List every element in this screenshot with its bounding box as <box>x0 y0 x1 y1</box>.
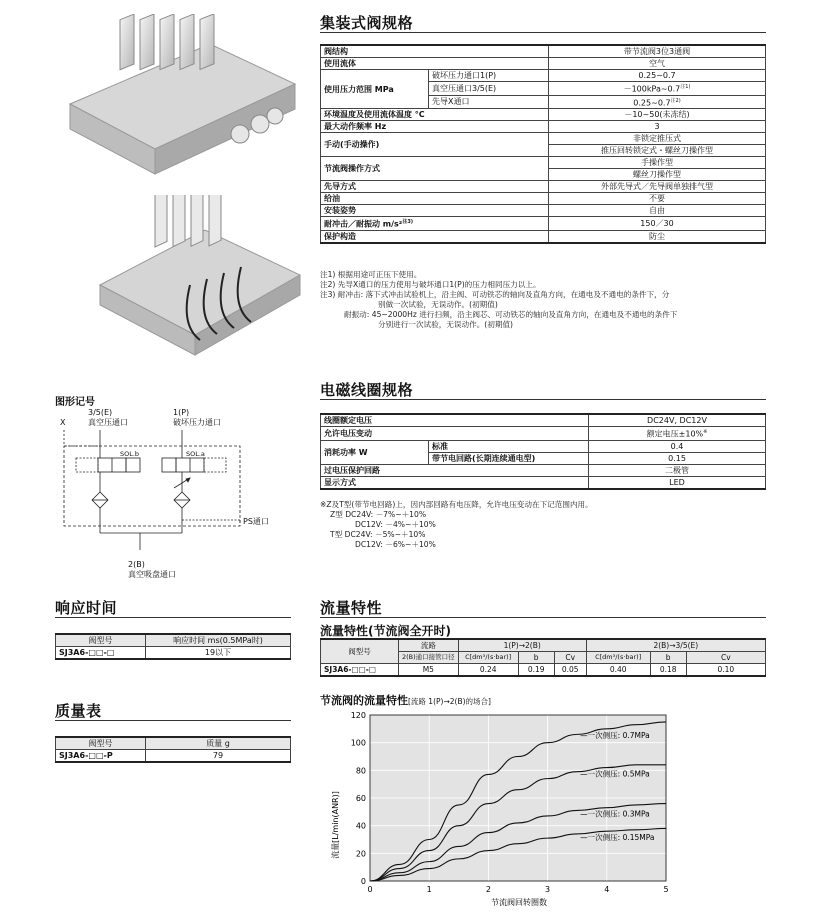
flow-title: 流量特性 <box>320 599 383 617</box>
table-row: 螺丝刀操作型 <box>321 169 766 181</box>
valve-symbol-diagram <box>58 428 248 560</box>
chart-xtick-label: 5 <box>663 885 669 894</box>
chart-series-label: —一次侧压: 0.7MPa <box>580 730 650 740</box>
flow-table <box>320 638 766 677</box>
table-row: 手动(手动操作) 非锁定推压式 <box>321 133 766 145</box>
chart-ytick-label: 0 <box>360 877 366 886</box>
table-row: 阀型号 流路 1(P)→2(B) 2(B)→3/5(E) <box>321 639 766 652</box>
manifold-photo-top <box>60 14 300 184</box>
symbol-e-port: 3/5(E) 真空压通口 <box>88 408 128 427</box>
response-table <box>55 633 291 660</box>
table-row: 最大动作频率 Hz 3 <box>321 121 766 133</box>
chart-ytick-label: 20 <box>355 849 366 859</box>
chart-ytick-label: 60 <box>355 794 366 803</box>
coil-spec-title: 电磁线圈规格 <box>320 381 414 399</box>
chart-ytick-label: 120 <box>350 711 366 720</box>
table-row: 使用压力范围 MPa 破坏压力通口1(P) 0.25~0.7 <box>321 70 766 82</box>
table-row: 2(B)通口接管口径 C[dm³/(s·bar)] b Cv C[dm³/(s·bar)] b Cv <box>321 652 766 664</box>
symbol-b-port: 2(B) 真空吸盘通口 <box>128 560 176 579</box>
chart-xtick-label: 1 <box>426 885 432 894</box>
chart-series-label: —一次侧压: 0.15MPa <box>580 833 655 843</box>
table-row: 使用流体 空气 <box>321 58 766 70</box>
coil-spec-table <box>320 413 766 490</box>
chart-plot-area <box>351 711 669 894</box>
response-rule <box>55 617 291 618</box>
symbol-x-port: X <box>60 418 66 427</box>
manifold-spec-rule <box>320 32 766 33</box>
table-row: SJ3A6-□□-□ 19以下 <box>56 647 291 660</box>
chart-title: 节流阀的流量特性[流路 1(P)→2(B)的场合] <box>320 694 491 707</box>
chart-ytick-label: 100 <box>350 738 366 748</box>
chart-xlabel: 节流阀回转圈数 <box>491 898 547 907</box>
table-row: 阀结构 带节流阀3位3通阀 <box>321 45 766 58</box>
manifold-spec-title: 集装式阀规格 <box>320 14 414 32</box>
table-row: 线圈额定电压 DC24V, DC12V <box>321 414 766 427</box>
manifold-notes: 注1) 根据用途可正压下使用。 注2) 先导X通口的压力使用与破坏通口1(P)的压力相同压力以上。 注3) 耐冲击: 落下式冲击试验机上，沿主阀、可动铁芯的轴向及直角方向，在通电及不通电的条件下，分 别做一次试验，无误动作。(初期值) 耐振动: 45~2000Hz 进行扫频，沿主阀芯、可动铁芯的轴向及直角方向，在通电及不通电的条件下 分别进行一次试验，无误动作。(初期值) <box>320 270 678 329</box>
table-row: 带节电回路(长期连续通电型) 0.15 <box>321 452 766 464</box>
chart-xtick-label: 2 <box>485 885 491 894</box>
table-row: 先导X通口 0.25~0.7$^{注2)}$ <box>321 95 766 109</box>
flow-subtitle: 流量特性(节流阀全开时) <box>320 624 451 638</box>
table-row: 安装姿势 自由 <box>321 205 766 217</box>
chart-xtick-label: 4 <box>604 885 610 894</box>
chart-ytick-label: 80 <box>355 766 366 776</box>
flow-chart <box>322 705 692 910</box>
response-title: 响应时间 <box>55 599 118 617</box>
table-row: 先导方式 外部先导式／先导阀单独排气型 <box>321 181 766 193</box>
table-row: SJ3A6-□□-□ M5 0.24 0.19 0.05 0.40 0.18 0.10 <box>321 664 766 677</box>
coil-notes: ※Z及T型(带节电回路)上，因内部回路有电压降，允许电压变动在下记范围内用。 Z型 DC24V: －7%~＋10% DC12V: －4%~＋10% T型 DC24V: －5%~＋10% DC12V: －6%~＋10% <box>320 500 593 549</box>
symbol-ps-port: PS通口 <box>243 517 269 526</box>
table-row: 允许电压变动 额定电压±10%※ <box>321 427 766 441</box>
table-row: 保护构造 防尘 <box>321 230 766 243</box>
table-row: 节流阀操作方式 手操作型 <box>321 157 766 169</box>
chart-ylabel: 流量[L/min(ANR)] <box>331 791 340 859</box>
table-row: 给油 不要 <box>321 193 766 205</box>
coil-spec-rule <box>320 399 766 400</box>
chart-series-label: —一次侧压: 0.3MPa <box>580 809 650 819</box>
symbol-sol-b: SOL.b <box>120 450 140 458</box>
chart-xtick-label: 0 <box>367 885 373 894</box>
chart-xtick-label: 3 <box>545 885 551 894</box>
table-row: 环境温度及使用流体温度 °C －10~50(未冻结) <box>321 109 766 121</box>
table-row: 显示方式 LED <box>321 476 766 489</box>
chart-series-label: —一次侧压: 0.5MPa <box>580 769 650 779</box>
chart-ytick-label: 40 <box>355 821 366 831</box>
manifold-photo-bottom <box>95 195 305 360</box>
flow-rule <box>320 617 766 618</box>
table-row: 真空压通口3/5(E) $-100kPa\sim 0.7^{注1)}$ <box>321 82 766 96</box>
table-row: 耐冲击／耐振动 m/s²$^{注3)}$ 150／30 <box>321 217 766 231</box>
table-row: 阀型号 质量 g <box>56 737 291 750</box>
manifold-spec-table <box>320 44 766 244</box>
mass-table <box>55 736 291 763</box>
table-row: SJ3A6-□□-P 79 <box>56 750 291 763</box>
table-row: 过电压保护回路 二极管 <box>321 464 766 476</box>
mass-rule <box>55 720 291 721</box>
mass-title: 质量表 <box>55 702 102 720</box>
table-row: 推压回转锁定式・螺丝刀操作型 <box>321 145 766 157</box>
table-row: 阀型号 响应时间 ms(0.5MPa时) <box>56 634 291 647</box>
symbol-sol-a: SOL.a <box>186 450 205 458</box>
symbol-title: 图形记号 <box>55 397 95 408</box>
symbol-p-port: 1(P) 破坏压力通口 <box>173 408 221 427</box>
table-row: 消耗功率 W 标准 0.4 <box>321 440 766 452</box>
